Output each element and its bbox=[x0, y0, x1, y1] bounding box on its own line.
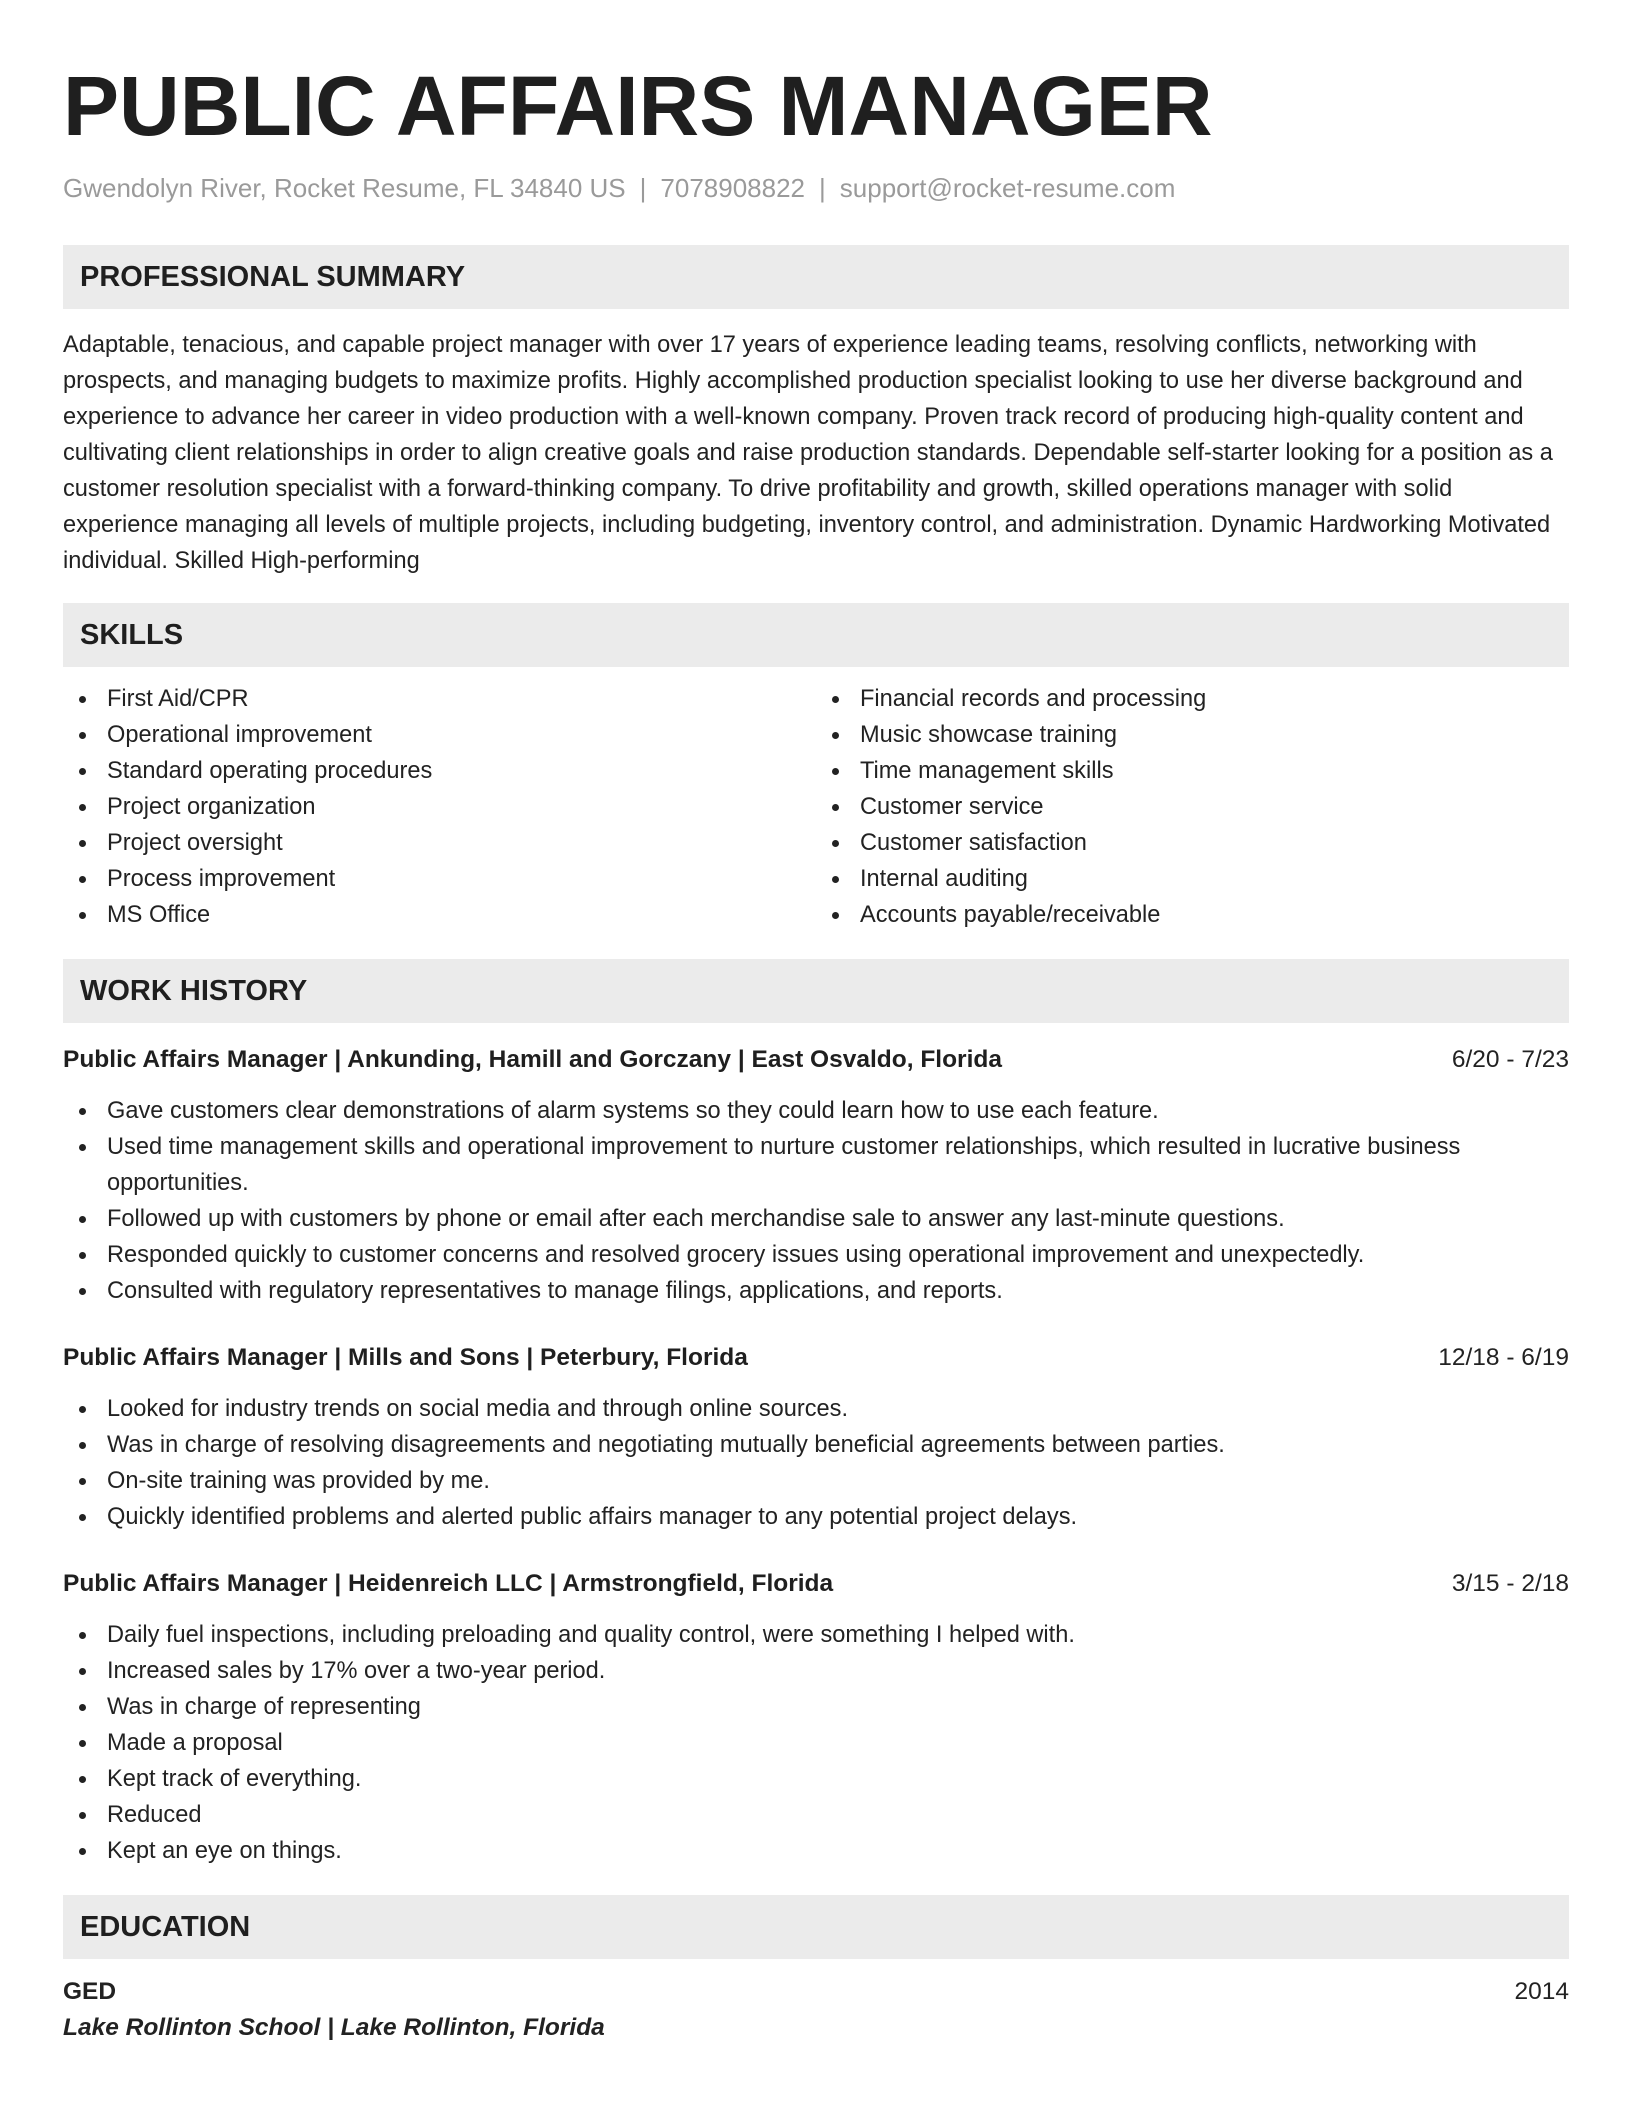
job-bullet: Made a proposal bbox=[63, 1725, 1569, 1761]
skill-item: Internal auditing bbox=[816, 861, 1569, 897]
job-header bbox=[63, 1567, 1569, 1601]
skill-item: Music showcase training bbox=[816, 717, 1569, 753]
skill-item: Accounts payable/receivable bbox=[816, 897, 1569, 933]
section-heading-education: EDUCATION bbox=[63, 1895, 1569, 1959]
job-bullet: On-site training was provided by me. bbox=[63, 1463, 1569, 1499]
job-bullet: Looked for industry trends on social media and through online sources. bbox=[63, 1391, 1569, 1427]
job-bullet: Followed up with customers by phone or email after each merchandise sale to answer any last-minute questions. bbox=[63, 1201, 1569, 1237]
job-header bbox=[63, 1341, 1569, 1375]
job-bullet: Daily fuel inspections, including preloading and quality control, were something I helped with. bbox=[63, 1617, 1569, 1653]
skill-item: MS Office bbox=[63, 897, 816, 933]
job-bullet: Responded quickly to customer concerns and resolved grocery issues using operational improvement and unexpectedly. bbox=[63, 1237, 1569, 1273]
section-heading-work-history: WORK HISTORY bbox=[63, 959, 1569, 1023]
education-year: 2014 bbox=[1514, 1978, 1569, 2005]
job-bullet: Was in charge of representing bbox=[63, 1689, 1569, 1725]
skill-item: Customer satisfaction bbox=[816, 825, 1569, 861]
job-dates: 12/18 - 6/19 bbox=[1438, 1344, 1569, 1371]
section-heading-skills: SKILLS bbox=[63, 603, 1569, 667]
skills-column-left bbox=[63, 681, 816, 933]
job-entry bbox=[63, 1341, 1569, 1535]
job-entry bbox=[63, 1043, 1569, 1309]
skills-list bbox=[63, 681, 1569, 933]
job-title: Public Affairs Manager | Mills and Sons | Peterbury, Florida bbox=[63, 1344, 748, 1371]
job-bullet: Gave customers clear demonstrations of alarm systems so they could learn how to use each feature. bbox=[63, 1093, 1569, 1129]
job-bullet: Kept track of everything. bbox=[63, 1761, 1569, 1797]
job-bullet: Increased sales by 17% over a two-year period. bbox=[63, 1653, 1569, 1689]
skill-item: Financial records and processing bbox=[816, 681, 1569, 717]
skill-item: Time management skills bbox=[816, 753, 1569, 789]
contact-address: Gwendolyn River, Rocket Resume, FL 34840 US bbox=[63, 173, 626, 203]
contact-separator: | bbox=[819, 173, 826, 203]
job-bullet: Consulted with regulatory representatives to manage filings, applications, and reports. bbox=[63, 1273, 1569, 1309]
job-bullets bbox=[63, 1391, 1569, 1535]
job-bullet: Reduced bbox=[63, 1797, 1569, 1833]
education-entry bbox=[63, 1975, 1569, 2047]
section-heading-summary: PROFESSIONAL SUMMARY bbox=[63, 245, 1569, 309]
education-school: Lake Rollinton School | Lake Rollinton, Florida bbox=[63, 2014, 605, 2041]
skill-item: Project oversight bbox=[63, 825, 816, 861]
job-dates: 6/20 - 7/23 bbox=[1451, 1046, 1569, 1073]
job-bullets bbox=[63, 1093, 1569, 1309]
job-title: Public Affairs Manager | Heidenreich LLC | Armstrongfield, Florida bbox=[63, 1570, 834, 1597]
job-bullet: Used time management skills and operational improvement to nurture customer relationships, which resulted in lucrative business opportunities. bbox=[63, 1129, 1569, 1201]
education-header bbox=[63, 1975, 1569, 2009]
skill-item: Project organization bbox=[63, 789, 816, 825]
job-entry bbox=[63, 1567, 1569, 1869]
contact-separator: | bbox=[639, 173, 647, 203]
skill-item: Standard operating procedures bbox=[63, 753, 816, 789]
resume-title: PUBLIC AFFAIRS MANAGER bbox=[63, 59, 1213, 153]
job-bullets bbox=[63, 1617, 1569, 1869]
skill-item: Operational improvement bbox=[63, 717, 816, 753]
contact-email: support@rocket-resume.com bbox=[839, 173, 1176, 203]
skill-item: Process improvement bbox=[63, 861, 816, 897]
job-header bbox=[63, 1043, 1569, 1077]
job-bullet: Was in charge of resolving disagreements and negotiating mutually beneficial agreements between parties. bbox=[63, 1427, 1569, 1463]
skill-item: First Aid/CPR bbox=[63, 681, 816, 717]
education-degree: GED bbox=[63, 1978, 117, 2005]
summary-text: Adaptable, tenacious, and capable project manager with over 17 years of experience leading teams, resolving conflicts, networking with prospects, and managing budgets to maximize profits. Highly accomplished production specialist looking to use her diverse background and experience to advance her career in video production with a well-known company. Proven track record of producing high-quality content and cultivating client relationships in order to align creative goals and raise production standards. Dependable self-starter looking for a position as a customer resolution specialist with a forward-thinking company. To drive profitability and growth, skilled operations manager with solid experience managing all levels of multiple projects, including budgeting, inventory control, and administration. Dynamic Hardworking Motivated individual. Skilled High-performing bbox=[63, 332, 1553, 574]
job-dates: 3/15 - 2/18 bbox=[1451, 1570, 1569, 1597]
job-title: Public Affairs Manager | Ankunding, Hamill and Gorczany | East Osvaldo, Florida bbox=[63, 1046, 1002, 1073]
skill-item: Customer service bbox=[816, 789, 1569, 825]
skills-column-right bbox=[816, 681, 1569, 933]
job-bullet: Kept an eye on things. bbox=[63, 1833, 1569, 1869]
job-bullet: Quickly identified problems and alerted public affairs manager to any potential project delays. bbox=[63, 1499, 1569, 1535]
contact-line bbox=[63, 171, 1569, 205]
contact-phone: 7078908822 bbox=[660, 173, 806, 203]
